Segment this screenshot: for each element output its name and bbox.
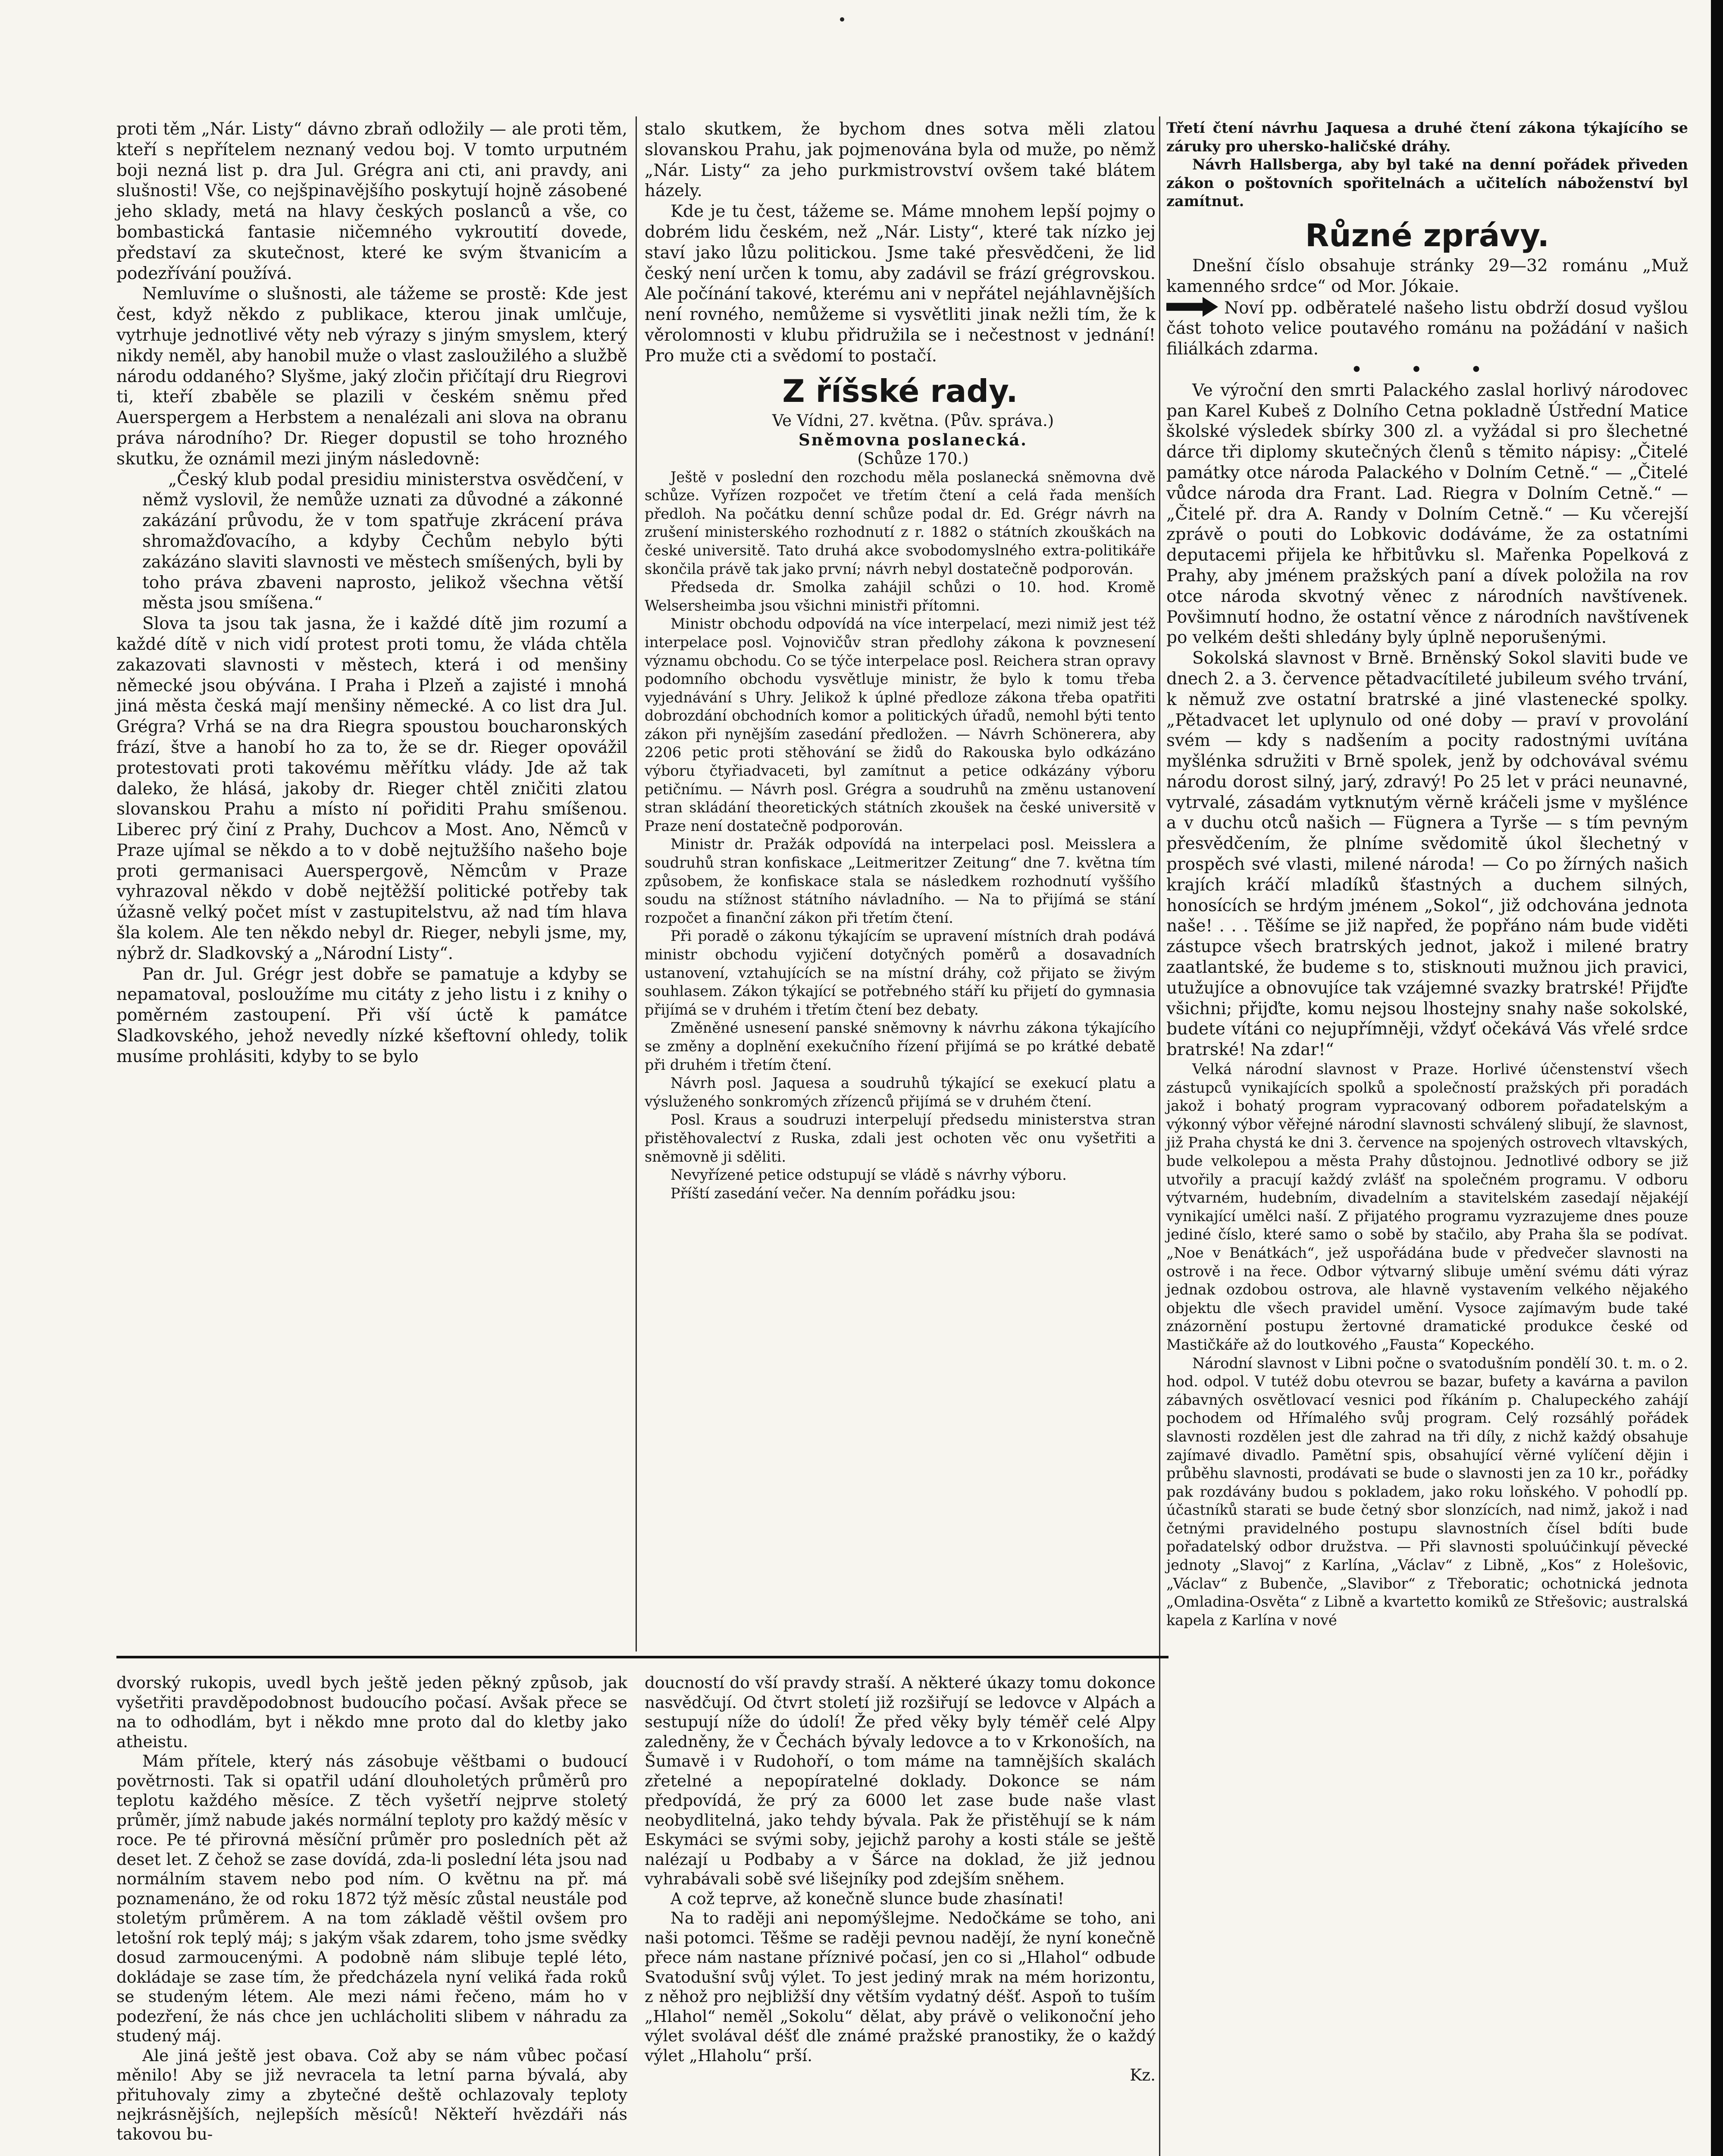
feuilleton-column-1: [116, 1673, 627, 2156]
paragraph: Návrh Hallsberga, aby byl také na denní pořádek přiveden zákon o poštovních spořitelnách a učitelích náboženství byl zamítnut.: [1166, 156, 1688, 210]
news-item: Dnešní číslo obsahuje stránky 29—32 románu „Muž kamenného srdce“ od Mor. Jókaie.: [1166, 256, 1688, 296]
news-item: Sokolská slavnost v Brně. Brněnský Sokol slaviti bude ve dnech 2. a 3. července pětadvacítileté jubileum svého trvání, k němuž zve ostatní bratrské a jiné vlastenecké spolky. „Pětadvacet let uplynulo od oné doby — praví v provolání svém — kdy s nadšením a pocity radostnými uvítána myšlénka sdružiti v Brně spolek, jenž by odchovával svému národu dorost silný, jarý, zdravý! Po 25 let v práci neunavné, vytrvalé, zásadám vytknutým věrně kráčeli jsme v myšlénce a v duchu otců našich — Fügnera a Tyrše — s tím pevným přesvědčením, že plníme svědomitě úkol šlechetný v prospěch své vlasti, milené národa! — Co po žírných našich krajích kráčí mladíků šťastných a duchem silných, honosících se hrdým jménem „Sokol“, již odchována jednota naše! . . . Těšíme se již napřed, že popřáno nám bude viděti zástupce všech bratrských jednot, jakož i milené bratry zaatlantské, že budeme s to, stisknouti mužnou jich pravici, utužujíce a obnovujíce tak vzájemné svazky bratrské! Přijďte všichni; přijďte, komu nejsou lhostejny snahy naše sokolské, budete vítáni co nejupřímněji, vždyť očekává Vás vřelé srdce bratrské! Na zdar!“: [1166, 649, 1688, 1060]
quotation: „Český klub podal presidiu ministerstva osvědčení, v němž vyslovil, že nemůže uznati za důvodné a zákonné zakázání průvodu, že v tom spatřuje zkrácení práva shromažďovacího, a kdyby Čechům nebylo býti zakázáno slaviti slavnosti ve městech smíšených, byli by toho práva zbaveni naprosto, jelikož všechna větší města jsou smíšena.“: [142, 470, 623, 613]
column-1: [116, 119, 627, 1637]
dateline: Ve Vídni, 27. května. (Pův. správa.): [772, 411, 1054, 430]
section-heading-news: Různé zprávy.: [1305, 217, 1549, 254]
paragraph: Mám přítele, který nás zásobuje věštbami o budoucí povětrnosti. Tak si opatřil udání dlouholetých průměrů pro teplotu každého měsíce. Z těch vyšetří nejprve stoletý průměr, jímž nabude jakés normální teploty pro každý měsíc v roce. Pe té přirovná měsíční průměr pro posledních pět až deset let. Z čehož se zase dovídá, zda-li poslední léta jsou nad normálním stavem nebo pod ním. O květnu na př. má poznamenáno, že od roku 1872 týž měsíc zůstal neustále pod stoletým průměrem. A na tom základě věštil ovšem pro letošní rok teplý máj; s jakým však zdarem, toho jsme svědky dosud zarmoucenými. A podobně nám slibuje teplé léto, dokládaje se zase tím, že předcházela nyní veliká řada roků se studeným létem. Ale mezi námi řečeno, mám ho v podezření, že nás chce jen uchlácholiti slibem v náhradu za studený máj.: [116, 1752, 627, 2045]
paragraph: Změněné usnesení panské sněmovny k návrhu zákona týkajícího se změny a doplnění exekučního řízení přijímá se po krátké debatě při druhém i třetím čtení.: [645, 1019, 1156, 1073]
page-edge-shadow: [1711, 0, 1723, 2156]
paragraph: Návrh posl. Jaquesa a soudruhů týkající se exekucí platu a výsluženého sonkromých zřízenců přijímá se v druhém čtení.: [645, 1075, 1156, 1110]
paragraph: Nevyřízené petice odstupují se vládě s návrhy výboru.: [670, 1166, 1067, 1184]
parliament-report: [645, 468, 1156, 1203]
paragraph: Posl. Kraus a soudruzi interpelují předsedu ministerstva stran přistěhovalectví z Ruska, zdali jest ochoten věc onu vyšetřiti a sněmovně ji sděliti.: [645, 1111, 1156, 1165]
news-item: Velká národní slavnost v Praze. Horlivé účenstenství všech zástupců vynikajících spolků a společností pražských při poradách jakož i bohatý program vypracovaný odborem pořadatelským a výkonný výbor věřejné národní slavnosti schválený slibují, že slavnost, již Praha chystá ke dni 3. července na spojených ostrovech vltavských, bude velkolepou a města Prahy důstojnou. Jednotlivé odbory se již utvořily a pracují každý zvlášť na společném programu. V odboru výtvarném, hudebním, divadelním a stavitelském zasedají nějakéjí vynikající umělci naší. Z přijatého programu vyzrazujeme dnes pouze jediné číslo, které samo o sobě by stačilo, aby Praha šla se podívat. „Noe v Benátkách“, jež uspořádána bude v předvečer slavnosti na ostrově i na řece. Odbor výtvarný slibuje umění svému dáti výraz jednak ozdobou ostrova, ale hlavně vystavením velkého nějakého objektu dle všech pravidel umění. Vysoce zajímavým bude také znázornění postupu žertovné dramatické produkce české od Mastičkáře až do loutkového „Fausta“ Kopeckého.: [1166, 1061, 1688, 1353]
column-2: [645, 119, 1156, 1637]
separator-bullets: • • •: [1351, 359, 1503, 379]
paragraph: Předseda dr. Smolka zahájil schůzi o 10. hod. Kromě Welsersheimba jsou všichni ministři přítomni.: [645, 579, 1156, 614]
paragraph: Ale jiná ještě jest obava. Což aby se nám vůbec počasí měnilo! Aby se již nevracela ta letní parna bývalá, aby přituhovaly zimy a zbytečné deště ochlazovaly teploty nejkrásnějších, nejlepších měsíců! Někteří hvězdáři nás takovou bu-: [116, 2046, 627, 2143]
paragraph: Ministr dr. Pražák odpovídá na interpelaci posl. Meisslera a soudruhů stran konfiskace „Leitmeritzer Zeitung“ dne 7. května tím způsobem, že konfiskace stala se následkem rozhodnutí vyššího soudu na stížnost státního návladního. — Na to přijímá se stání rozpočet a finanční zákon při třetím čtení.: [645, 836, 1156, 926]
news-small-items: [1166, 1060, 1688, 1630]
pointing-hand-icon: [1166, 297, 1218, 317]
feuilleton-rule: [116, 1656, 1169, 1658]
paragraph: Na to raději ani nepomýšlejme. Nedočkáme se toho, ani naši potomci. Těšme se raději pevnou nadějí, že nyní konečně přece nám nastane příznivé počasí, jen co si „Hlahol“ odbude Svatodušní svůj výlet. To jest jediný mrak na mém horizontu, z něhož pro nejbližší dny větším vydatný déšť. Aspoň to tuším „Hlahol“ neměl „Sokolu“ dělat, aby právě o velikonoční jeho výlet svolával déšť dle známé pražské pranostiky, že o každý výlet „Hlaholu“ prší.: [645, 1908, 1156, 2065]
paragraph: Ministr obchodu odpovídá na více interpelací, mezi nimiž jest též interpelace posl. Vojnovičův stran předlohy zákona k povznesení významu obchodu. Co se týče interpelace posl. Reichera stran opravy podomního obchodu vysvětluje ministr, že bylo k tomu třeba vyjednávání s Uhry. Jelikož k úplné předloze zákona třeba opatřiti dobrozdání obchodních komor a politických úřadů, nemohl býti tento zákon při nynějším zasedání předložen. — Návrh Schönerera, aby 2206 petic proti stěhování se židů do Rakouska bylo odkázáno výboru čtyřiadvaceti, byl zamítnut a petice odkázány výboru petičnímu. — Návrh posl. Grégra a soudruhů na změnu ustanovení stran skládání theoretických státních zkoušek na české universitě v Praze není dostatečně podporován.: [645, 615, 1156, 834]
paragraph: proti těm „Nár. Listy“ dávno zbraň odložily — ale proti těm, kteří s nepřítelem neznaný vedou boj. V tomto urputném boji nezná list p. dra Jul. Grégra ani cti, ani pravdy, ani slušnosti! Vše, co nejšpinavějšího poskytují hojně zásobené jeho sklady, metá na hlavy českých poslanců a vše, co bombastická fantasie ničemného vykroutití dovede, představí za skutečnost, které ke svým štvanicím a podezřívání používá.: [116, 119, 627, 283]
author-signature: Kz.: [1130, 2065, 1156, 2084]
news-item: [1166, 297, 1688, 360]
paragraph: Pan dr. Jul. Grégr jest dobře se pamatuje a kdyby se nepamatoval, posloužíme mu citáty z jeho listu i z knihy o poměrném zastoupení. Při vší úctě k památce Sladkovského, jehož nevedly nízké kšeftovní ohledy, tolik musíme prohlásiti, kdyby to se bylo: [116, 964, 627, 1066]
paragraph: doucností do vší pravdy straší. A některé úkazy tomu dokonce nasvědčují. Od čtvrt století již rozšiřují se ledovce v Alpách a sestupují níže do údolí! Že před věky byly téměř celé Alpy zaledněny, že v Čechách bývaly ledovce a to v Krkonoších, na Šumavě i v Rudohoří, o tom máme na tamnějších skalách zřetelné a nepopíratelné doklady. Dokonce se nám předpovídá, že prý za 6000 let zase bude naše vlast neobydlitelná, jako tehdy bývala. Pak že přistěhují se k nám Eskymáci se svými soby, jejichž parohy a kosti stále se ještě nalézají u Podbaby a v Šárce na doklad, že již jednou vyhrabávali sobě své lišejníky pod zdejším sněhem.: [645, 1673, 1156, 1888]
paragraph: stalo skutkem, že bychom dnes sotva měli zlatou slovanskou Prahu, jak pojmenována byla od muže, po němž „Nár. Listy“ za jeho purkmistrovství ovšem také blátem házely.: [645, 119, 1156, 201]
section-heading-reichsrat: Z říšské rady.: [782, 373, 1018, 409]
paragraph: Třetí čtení návrhu Jaquesa a druhé čtení zákona týkajícího se záruky pro uhersko-haličské dráhy.: [1166, 119, 1688, 155]
agenda-notes: [1166, 119, 1688, 211]
paragraph: Nemluvíme o slušnosti, ale tážeme se prostě: Kde jest čest, když někdo z publikace, kterou jinak umlčuje, vytrhuje jednotlivé věty neb výrazy s jiným smyslem, který nikdy neměl, aby hanobil muže o vlast zasloužilého a službě národu oddaného? Slyšme, jaký zločin přičítají dru Riegrovi ti, kteří zbaběle se plazili v českém sněmu před Auerspergem a Herbstem a nenalézali ani slova na obranu práva národního? Dr. Rieger dopustil se toho hrozného skutku, že oznámil mezi jiným následovně:: [116, 284, 627, 469]
paragraph: A což teprve, až konečně slunce bude zhasínati!: [670, 1889, 1064, 1908]
paragraph: Příští zasedání večer. Na denním pořádku jsou:: [670, 1185, 1016, 1202]
news-item: Ve výroční den smrti Palackého zaslal horlivý národovec pan Karel Kubeš z Dolního Cetna pokladně Ústřední Matice školské výsledek sbírky 300 zl. a vyžádal si pro šlechetné dárce tři diplomy skutečných členů s těmito nápisy: „Čitelé památky otce národa Palackého v Dolním Cetně.“ — „Čitelé vůdce národa dra Frant. Lad. Riegra v Dolním Cetně.“ — „Čitelé př. dra A. Randy v Dolním Cetně.“ — Ku včerejší zprávě o pouti do Lobkovic dodáváme, že za ostatními deputacemi přijela ke hřbitůvku sl. Mařenka Popelková z Prahy, aby jménem pražských paní a dívek položila na rov otce národa skvotný věnec z národních navštívenek. Povšimnutí hodno, že ostatní věnce z národních navštívenek po velkém dešti shledány byly úplně neporušenými.: [1166, 380, 1688, 648]
paragraph: Ještě v poslední den rozchodu měla poslanecká sněmovna dvě schůze. Vyřízen rozpočet ve třetím čtení a celá řada menších předloh. Na počátku denní schůze podal dr. Ed. Grégr návrh na zrušení ministerského rozhodnutí z r. 1882 o státních zkouškách na české universitě. Tato druhá akce svobodomyslného extra-politikáře skončila právě tak jako první; návrh nebyl dostatečně podporován.: [645, 468, 1156, 577]
paragraph: Slova ta jsou tak jasna, že i každé dítě jim rozumí a každé dítě v nich vidí protest proti tomu, že vláda chtěla zakazovati slavnosti v městech, která i od menšiny německé jsou obývána. I Praha i Plzeň a zajisté i mnohá jiná města česká mají menšiny německé. A co list dra Jul. Grégra? Vrhá se na dra Riegra spoustou boucharonských frází, štve a hanobí ho za to, že se dr. Rieger opovážil protestovati proti takovému měřítku vlády. Jde až tak daleko, že hlásá, jakoby dr. Rieger chtěl zničiti zlatou slovanskou Prahu a místo ní pořiditi Prahu smíšenou. Liberec prý činí z Prahy, Duchcov a Most. Ano, Němců v Praze ujímal se někdo a to v době nejtužšího našeho boje proti germanisaci Auerspergově, Němcům v Praze vyhrazoval někdo v době nejtěžší politické potřeby tak úžasně velký počet míst v zastupitelstvu, až nad tím hlava šla kolem. Ale ten někdo nebyl dr. Rieger, nebyli jsme, my, nýbrž dr. Sladkovský a „Národní Listy“.: [116, 614, 627, 963]
feuilleton-column-2: [645, 1673, 1156, 2156]
column-divider: [1159, 116, 1160, 2156]
print-mark: [840, 17, 844, 22]
column-3: [1166, 119, 1688, 2156]
session-title: Sněmovna poslanecká.: [798, 430, 1028, 449]
paragraph: Kde je tu čest, tážeme se. Máme mnohem lepší pojmy o dobrém lidu českém, než „Nár. Listy“, které tak nízko jej staví jako lůzu politickou. Jsme také přesvědčeni, že lid český není určen k tomu, aby zadávil se frází grégrovskou. Ale počínání takové, kterému ani v nepřátel nejáhlavnějších není rovného, nemůžeme si vysvětliti jinak nežli tím, že k věrolomnosti v klubu přidružila se i nečestnost v jednání! Pro muže cti a svědomí to postačí.: [645, 202, 1156, 366]
column-divider: [636, 116, 637, 1651]
paragraph: dvorský rukopis, uvedl bych ještě jeden pěkný způsob, jak vyšetřiti pravděpodobnost budoucího počasí. Avšak přece se na to odhodlám, byt i někdo mne proto dal do kletby jako atheistu.: [116, 1673, 627, 1751]
paragraph: Při poradě o zákonu týkajícím se upravení místních drah podává ministr obchodu vyjičení dotyčných poměrů a dosavadních ustanovení, vztahujících se na místní dráhy, což přijato se živým souhlasem. Zákon týkající se potřebného stáří ku přijetí do gymnasia přijímá se v druhém i třetím čtení bez debaty.: [645, 928, 1156, 1018]
news-item: Národní slavnost v Libni počne o svatodušním pondělí 30. t. m. o 2. hod. odpol. V tutéž dobu otevrou se bazar, bufety a kavárna a pavilon zábavných osvětlovací vesnici pod říkáním p. Chalupeckého zahájí pochodem od Hřímalého svůj program. Celý rozsáhlý pořádek slavnosti rozdělen jest dle zahrad na tři díly, z nichž každý obsahuje zajímavé divadlo. Pamětní spis, obsahující věrné vylíčení dějin i průběhu slavnosti, prodávati se bude o slavnosti jen za 10 kr., pořádky pak rozdávány budou s pokladem, jako roku loňského. V pohodlí pp. účastníků starati se bude četný sbor slonzících, nad nimž, jakož i nad četnými pravidelného postupu slavnostních čísel bdíti bude pořadatelský odbor družstva. — Při slavnosti spoluúčinkují pěvecké jednoty „Slavoj“ z Karlína, „Václav“ z Libně, „Kos“ z Holešovic, „Václav“ z Bubenče, „Slavibor“ z Třeboratic; ochotnická jednota „Omladina-Osvěta“ z Libně a kvartetto komiků ze Střešovic; australská kapela z Karlína v nové: [1166, 1354, 1688, 1629]
sitting-number: (Schůze 170.): [857, 449, 969, 468]
news-item-text: Noví pp. odběratelé našeho listu obdrží dosud vyšlou část tohoto velice poutavého románu na požádání v našich filiálkách zdarma.: [1166, 298, 1688, 359]
